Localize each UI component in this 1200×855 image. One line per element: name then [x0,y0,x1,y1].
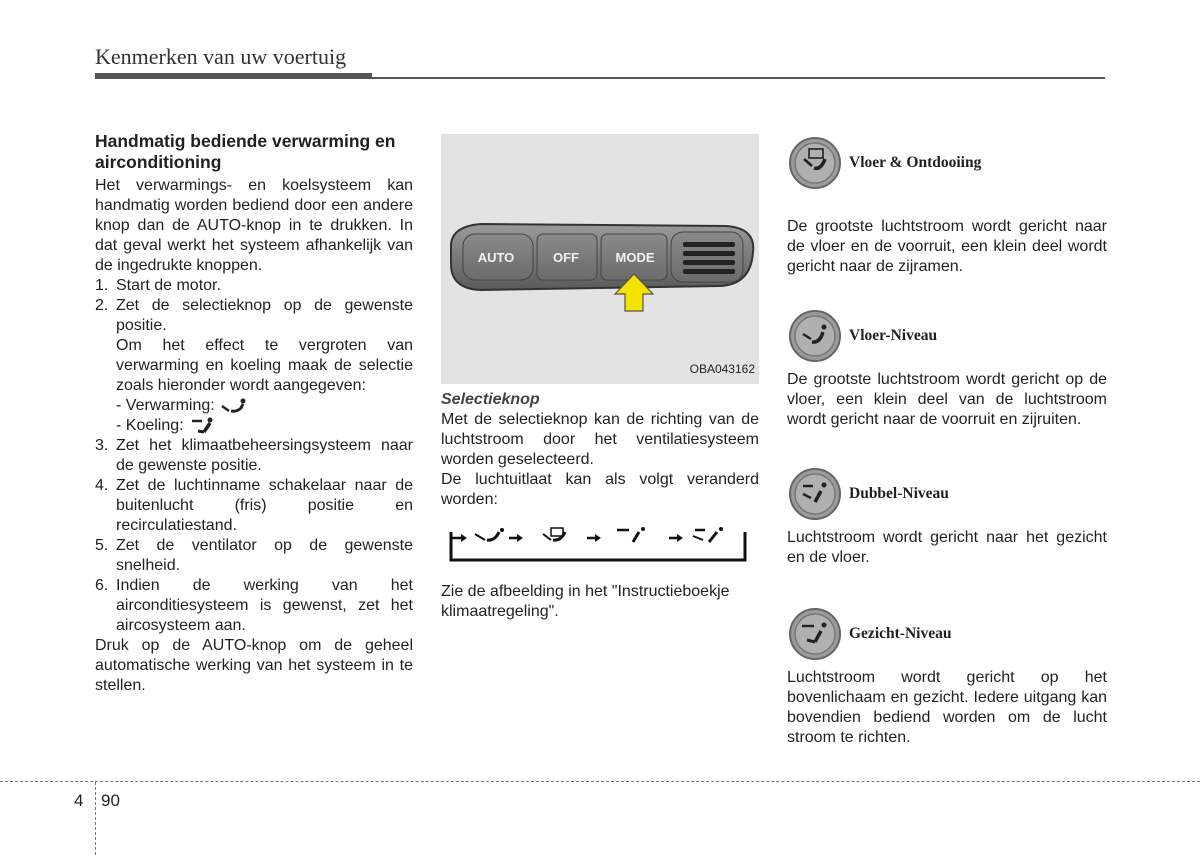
heating-line [95,396,413,416]
mode-button-label: MODE [615,250,655,265]
step-3: 3. Zet het klimaatbeheersingsysteem naar de gewenste positie. [95,437,413,474]
outro-paragraph: Druk op de AUTO-knop om de geheel automatische werking van het systeem in te stellen. [95,637,413,694]
mode-description: Luchtstroom wordt gericht naar het gezicht en de vloer. [787,529,1107,566]
reference-paragraph: Zie de afbeelding in het "Instructieboekje klimaatregeling". [441,583,730,620]
mode-face-level [787,606,1107,748]
mode-description: De grootste luchtstroom wordt gericht op de vloer, een klein deel van de luchtstroom wordt gericht naar de voorruit en zijruiten. [787,371,1107,428]
footer-dashed-divider [95,782,96,855]
selector-paragraph: Met de selectieknop kan de richting van de luchtstroom door het ventilatiesysteem worden geselecteerd. [441,411,759,468]
floor-mode-icon [219,397,249,415]
control-panel-illustration [441,134,759,384]
mode-title: Dubbel-Niveau [849,485,949,502]
face-level-icon [787,606,843,662]
step-5: 5. Zet de ventilator op de gewenste snelheid. [95,537,413,574]
mode-sequence-diagram [447,524,747,564]
middle-column [441,134,759,622]
step-2: 2. Zet de selectieknop op de gewenste positie. [95,297,413,334]
right-column [787,133,1107,748]
footer-dashed-rule [0,781,1200,782]
off-button-label: OFF [553,250,579,265]
intro-paragraph: Het verwarmings- en koelsysteem kan handmatig worden bediend door een andere knop dan de AUTO-knop in te drukken. In dat geval werkt het systeem afhankelijk van de ingedrukte knoppen. [95,177,413,274]
photo-caption: Selectieknop [441,391,540,408]
step-2-note: Om het effect te vergroten van verwarming en koeling maak de selectie zoals hieronder wordt aangegeven: [116,337,413,394]
chapter-number: 4 [74,791,84,810]
step-6: 6. Indien de werking van het airconditiesysteem is gewenst, zet het aircosysteem aan. [95,577,413,634]
step-1: 1. Start de motor. [95,277,221,294]
heating-label: - Verwarming: [116,397,215,414]
auto-button-label: AUTO [477,250,515,265]
cooling-line [95,416,413,436]
page-number: 90 [101,791,120,810]
photo-code: OBA043162 [689,362,755,376]
control-panel-photo [441,134,759,384]
steps-list-continued [95,436,413,636]
cooling-label: - Koeling: [116,417,184,434]
bi-level-icon [787,466,843,522]
page-header-title: Kenmerken van uw voertuig [95,44,347,69]
mode-title: Vloer-Niveau [849,327,938,344]
floor-level-icon [787,308,843,364]
mode-bi-level [787,466,1107,568]
steps-list [95,276,413,336]
mode-title: Vloer & Ontdooiing [849,154,982,171]
section-heading: Handmatig bediende verwarming en airconditioning [95,131,396,172]
header-rule-thin [372,77,1105,79]
face-mode-icon [188,416,218,436]
mode-floor-level [787,308,1107,430]
left-column [95,131,413,696]
mode-title: Gezicht-Niveau [849,625,952,642]
step-4: 4. Zet de luchtinname schakelaar naar de buitenlucht (fris) positie en recirculatiestand. [95,477,413,534]
mode-floor-defrost [787,135,1107,277]
outlet-paragraph: De luchtuitlaat kan als volgt veranderd worden: [441,471,759,508]
header-rule [95,73,372,79]
mode-description: De grootste luchtstroom wordt gericht naar de vloer en de voorruit, een klein deel wordt gericht naar de zijramen. [787,218,1107,275]
mode-description: Luchtstroom wordt gericht op het bovenlichaam en gezicht. Iedere uitgang kan bovendien bediend worden om de lucht stroom te richten. [787,669,1107,746]
floor-defrost-icon [787,135,843,191]
